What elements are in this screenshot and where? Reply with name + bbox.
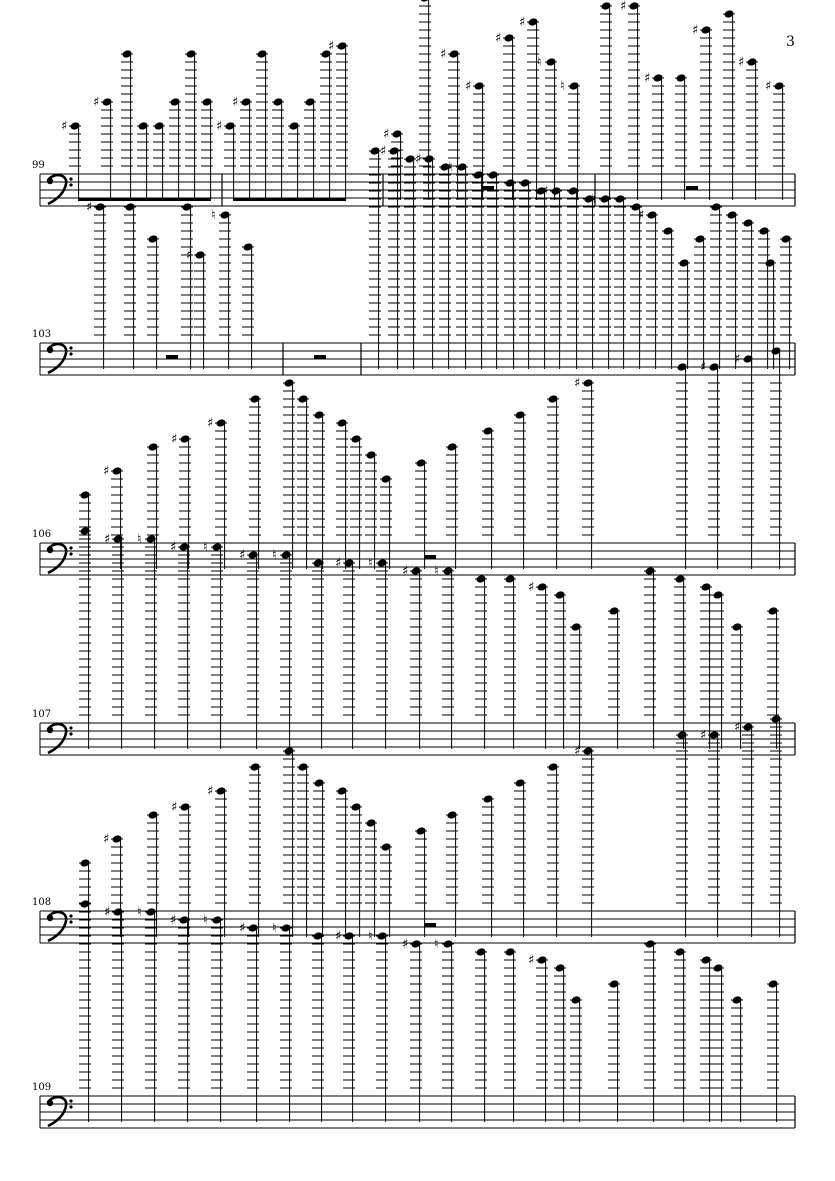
natural-icon: ♮	[448, 160, 453, 175]
natural-icon: ♮	[272, 921, 277, 936]
note	[239, 921, 259, 1122]
natural-icon: ♮	[368, 929, 373, 944]
sharp-icon: ♯	[186, 248, 193, 263]
sharp-icon: ♯	[574, 744, 581, 759]
sharp-icon: ♯	[61, 119, 68, 134]
sharp-icon: ♯	[644, 71, 651, 86]
natural-icon: ♮	[479, 168, 484, 183]
sharp-icon: ♯	[171, 800, 178, 815]
measure-number: 99	[32, 160, 45, 171]
sharp-icon: ♯	[207, 416, 214, 431]
note	[104, 905, 124, 1122]
sharp-icon: ♯	[335, 929, 342, 944]
sharp-icon: ♯	[170, 540, 177, 555]
natural-icon: ♮	[368, 556, 373, 571]
natural-icon: ♮	[560, 79, 565, 94]
natural-icon: ♮	[591, 192, 596, 207]
sharp-icon: ♯	[380, 144, 387, 159]
sharp-icon: ♯	[216, 119, 223, 134]
sharp-icon: ♯	[93, 95, 100, 110]
sharp-icon: ♯	[239, 548, 246, 563]
sharp-icon: ♯	[383, 127, 390, 142]
sharp-icon: ♯	[402, 564, 409, 579]
sharp-icon: ♯	[239, 921, 246, 936]
natural-icon: ♮	[203, 913, 208, 928]
note	[712, 963, 724, 1122]
natural-icon: ♮	[272, 548, 277, 563]
sharp-icon: ♯	[700, 728, 707, 743]
sharp-icon: ♯	[328, 39, 335, 54]
sharp-icon: ♯	[495, 31, 502, 46]
natural-icon: ♮	[137, 905, 142, 920]
note	[570, 995, 582, 1122]
note	[434, 937, 454, 1122]
natural-icon: ♮	[434, 937, 439, 952]
sharp-icon: ♯	[171, 432, 178, 447]
measure-number: 107	[32, 709, 52, 720]
sharp-icon: ♯	[528, 580, 535, 595]
measure-number: 109	[32, 1082, 52, 1093]
measure-number: 106	[32, 529, 52, 540]
sharp-icon: ♯	[638, 208, 645, 223]
note	[767, 979, 779, 1122]
note	[272, 921, 292, 1122]
page-number: 3	[786, 34, 795, 50]
note	[402, 937, 422, 1122]
sharp-icon: ♯	[465, 79, 472, 94]
sharp-icon: ♯	[734, 352, 741, 367]
sharp-icon: ♯	[104, 905, 111, 920]
sharp-icon: ♯	[86, 200, 93, 215]
note	[554, 963, 566, 1122]
sharp-icon: ♯	[734, 720, 741, 735]
note	[700, 955, 712, 1122]
sharp-icon: ♯	[402, 937, 409, 952]
note	[170, 913, 190, 1122]
note	[137, 905, 157, 1122]
note	[335, 929, 355, 1122]
natural-icon: ♮	[434, 564, 439, 579]
note	[79, 899, 91, 1122]
sharp-icon: ♯	[103, 832, 110, 847]
measure-number: 103	[32, 329, 52, 340]
natural-icon: ♮	[211, 208, 216, 223]
note	[203, 913, 223, 1122]
note	[731, 995, 743, 1122]
natural-icon: ♮	[203, 540, 208, 555]
sharp-icon: ♯	[170, 913, 177, 928]
sharp-icon: ♯	[765, 79, 772, 94]
sharp-icon: ♯	[738, 55, 745, 70]
sharp-icon: ♯	[620, 0, 627, 14]
natural-icon: ♮	[137, 532, 142, 547]
note	[528, 953, 548, 1122]
sharp-icon: ♯	[519, 15, 526, 30]
sharp-icon: ♯	[692, 23, 699, 38]
note	[608, 979, 620, 1122]
note	[368, 929, 388, 1122]
sharp-icon: ♯	[542, 184, 549, 199]
sharp-icon: ♯	[335, 556, 342, 571]
sharp-icon: ♯	[207, 784, 214, 799]
sharp-icon: ♯	[232, 95, 239, 110]
sharp-icon: ♯	[574, 376, 581, 391]
sharp-icon: ♯	[440, 47, 447, 62]
sharp-icon: ♯	[104, 532, 111, 547]
sharp-icon: ♯	[415, 152, 422, 167]
note	[644, 939, 656, 1122]
note	[312, 931, 324, 1122]
sharp-icon: ♯	[528, 953, 535, 968]
sharp-icon: ♯	[700, 360, 707, 375]
sharp-icon: ♯	[103, 464, 110, 479]
measure-number: 108	[32, 897, 52, 908]
natural-icon: ♮	[537, 55, 542, 70]
